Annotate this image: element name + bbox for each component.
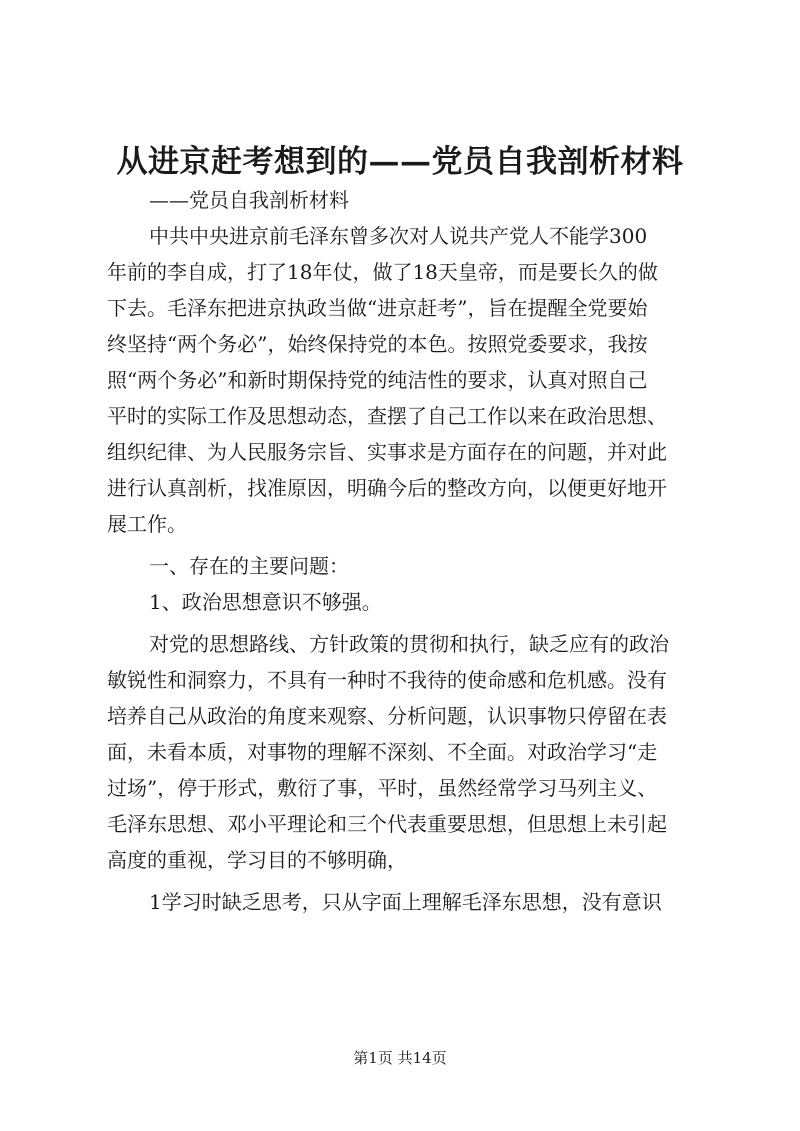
paragraph-line: 年前的李自成，打了18年仗，做了18天皇帝，而是要长久的做 [107, 260, 658, 284]
document-body [107, 182, 707, 920]
paragraph-line: 敏锐性和洞察力，不具有一种时不我待的使命感和危机感。没有 [107, 668, 667, 692]
paragraph-line: 1学习时缺乏思考，只从字面上理解毛泽东思想，没有意识 [149, 890, 662, 914]
paragraph-line: 培养自己从政治的角度来观察、分析问题，认识事物只停留在表 [107, 704, 667, 728]
paragraph-line: 进行认真剖析，找准原因，明确今后的整改方向，以便更好地开 [107, 476, 667, 500]
paragraph-line: 过场”，停于形式，敷衍了事，平时，虽然经常学习马列主义、 [107, 776, 658, 800]
section-heading: 一、存在的主要问题： [149, 554, 349, 578]
subtitle-line: ——党员自我剖析材料 [149, 188, 349, 212]
paragraph-line: 高度的重视，学习目的不够明确， [107, 848, 407, 872]
paragraph-line: 下去。毛泽东把进京执政当做“进京赶考”，旨在提醒全党要始 [107, 296, 648, 320]
paragraph-line: 中共中央进京前毛泽东曾多次对人说共产党人不能学300 [149, 224, 648, 248]
paragraph-line: 对党的思想路线、方针政策的贯彻和执行，缺乏应有的政治 [149, 632, 669, 656]
paragraph-line: 组织纪律、为人民服务宗旨、实事求是方面存在的问题，并对此 [107, 440, 667, 464]
paragraph-line: 展工作。 [107, 512, 187, 536]
page-number: 第1页 共14页 [353, 1049, 447, 1067]
paragraph-line: 终坚持“两个务必”，始终保持党的本色。按照党委要求，我按 [107, 332, 648, 356]
paragraph-line: 平时的实际工作及思想动态，查摆了自己工作以来在政治思想、 [107, 404, 667, 428]
document-title: 从进京赶考想到的——党员自我剖析材料 [116, 144, 684, 180]
paragraph-line: 照“两个务必”和新时期保持党的纯洁性的要求，认真对照自己 [107, 368, 648, 392]
subsection-heading: 1、政治思想意识不够强。 [149, 590, 382, 614]
paragraph-line: 毛泽东思想、邓小平理论和三个代表重要思想，但思想上未引起 [107, 812, 667, 836]
paragraph-line: 面，未看本质，对事物的理解不深刻、不全面。对政治学习“走 [107, 740, 658, 764]
